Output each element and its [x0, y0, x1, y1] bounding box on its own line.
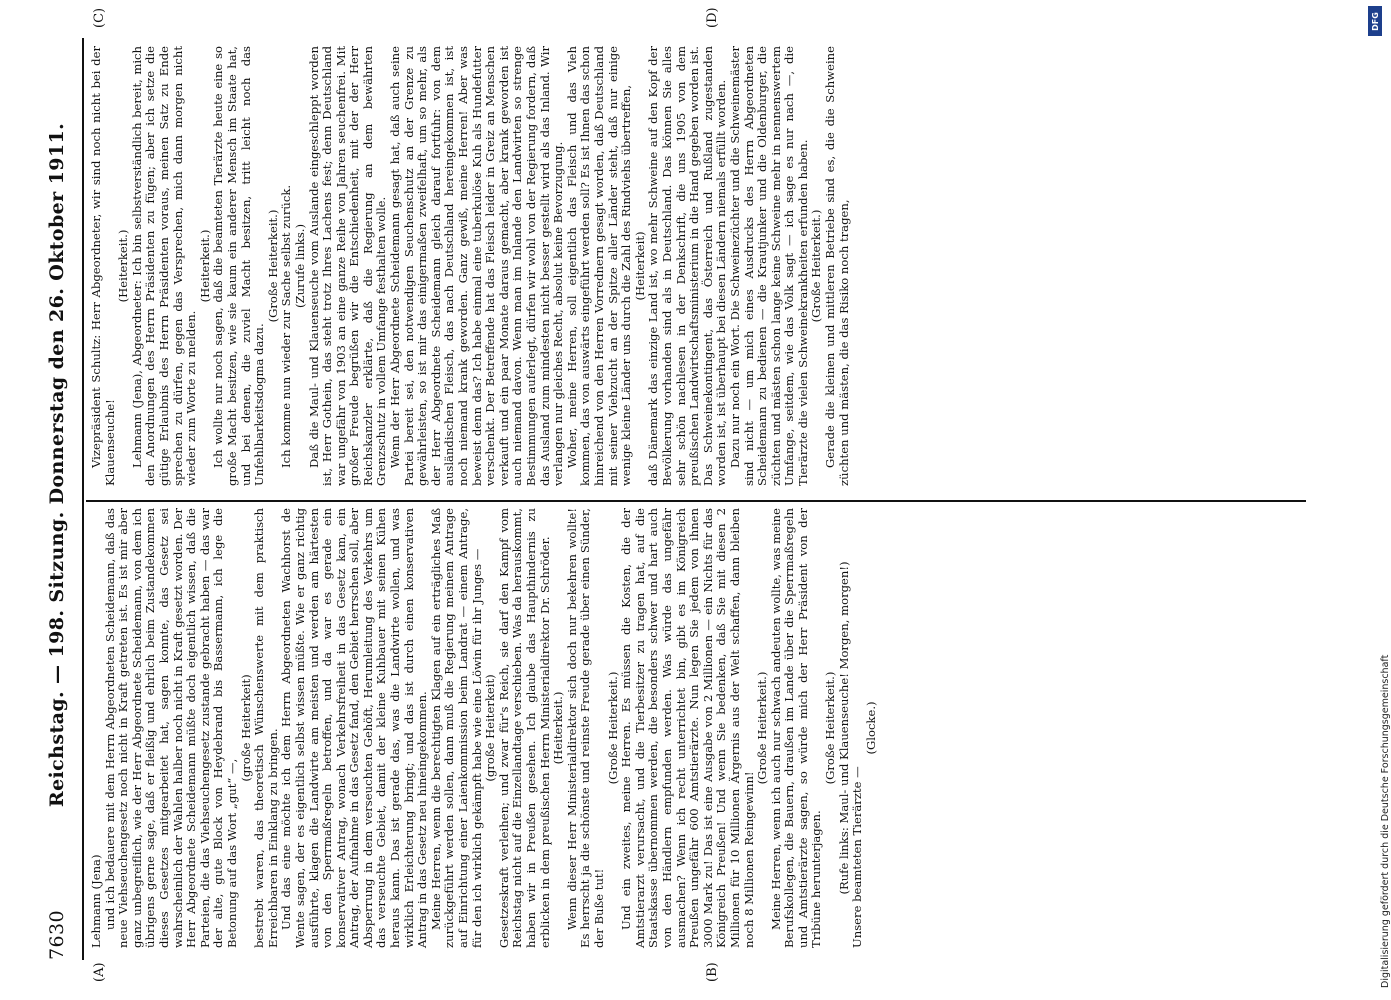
paragraph: Woher, meine Herren, soll eigentlich das Fleisch und das Vieh kommen, das von auswärts eingeführt werden soll? Es ist Ihnen das schon hinreichend von den Herren Vorrednern gesagt worden, daß Deutschland mit seiner Viehzucht an der Spitze aller Länder steht, daß nur einige wenige kleine Länder uns durch die Zahl des Rindviehs übertreffen, — [564, 46, 634, 486]
digitization-note — [1370, 8, 1391, 992]
paragraph: Meine Herren, wenn die berechtigten Klagen auf ein erträgliches Maß zurückgeführt werden sollen, dann muß die Regierung meinem Antrage auf Einrichtung einer Laienkommission beim Landrat — einem Antrage, für den ich wirklich gekämpft habe wie eine Löwin für ihr Junges — — [428, 508, 484, 948]
paragraph: Gesetzeskraft verleihen; und zwar für's Reich, sie darf den Kampf vom Reichstag nicht auf die Einzellandtage verschieben. Was da herauskommt, haben wir in Preußen gesehen. Ich glaube das Haupthindernis zu erblicken in dem preußischen Herrn Ministerialdirektor Dr. Schröder. — [496, 508, 552, 948]
stage-direction: (Heiterkeit) — [632, 231, 647, 301]
margin-mark-a: (A) — [92, 962, 107, 982]
paragraph: Meine Herren, wenn ich auch nur schwach andeuten wollte, was meine Berufskollegen, die Bauern, draußen im Lande über die Sperrmaßregeln und Amtstierärzte sagen, so würde mich der Herr Präsident von der Tribüne herunterjagen. — [768, 508, 824, 948]
paragraph: Ich komme nun wieder zur Sache selbst zurück. — [279, 184, 294, 468]
paragraph: und ich bedauere mit dem Herrn Abgeordneten Scheidemann, daß das neue Viehseuchengesetz noch nicht in Kraft getreten ist. Es ist mir aber ganz unbegreiflich, wie der Herr Abgeordnete Scheidemann, von dem ich übrigens gerne sage, daß er fleißig und ehrlich beim Zustandekommen dieses Gesetzes mitgearbeitet hat, sagen konnte, das Gesetz sei wahrscheinlich der Wahlen halber noch nicht in Kraft gesetzt worden. Der Herr Abgeordnete Scheidemann müßte doch eigentlich wissen, daß die Parteien, die das Viehseuchengesetz zustande gebracht haben — das war der alte, gute Block von Heydebrand bis Bassermann, ich lege die Betonung auf das Wort „gut“ —, — [102, 508, 239, 948]
column-divider — [86, 500, 1306, 502]
left-column — [90, 508, 878, 948]
stage-direction: (Heiterkeit.) — [116, 229, 131, 303]
page-number: 7630 — [46, 910, 68, 960]
paragraph: daß Dänemark das einzige Land ist, wo mehr Schweine auf den Kopf der Bevölkerung vorhanden sind als in Deutschland. Das können Sie alles sehr schön nachlesen in der Denkschrift, die uns 1905 von dem preußischen Landwirtschaftsministerium in die Hand gegeben worden ist. Das Schweinekontingent, das Österreich und Rußland zugestanden worden ist, ist überhaupt bei diesen Ländern niemals erfüllt worden. — [646, 46, 729, 486]
paragraph: Wenn dieser Herr Ministerialdirektor sich doch nur bekehren wollte! Es herrscht ja die schönste und reinste Freude gerade über einen Sünder, der Buße tut! — [564, 508, 606, 948]
paragraph: Und das eine möchte ich dem Herrn Abgeordneten Wachhorst de Wente sagen, der es eigentlich selbst wissen müßte. Wie er ganz richtig ausführte, klagen die Landwirte am meisten und werden am härtesten von den Sperrmaßregeln betroffen, und da war es gerade ein konservativer Antrag, wonach Verkehrsfreiheit in das Gesetz kam, ein Antrag, der Aufnahme in das Gesetz fand, den Gebiet herrschen soll, aber Absperrung in dem verseuchten Gehöft, Herumleitung des Verkehrs um das verseuchte Gebiet, damit der kleine Kuhbauer mit seinen Kühen heraus kann. Das ist gerade das, was die Landwirte wollen, und was wirklich Erleichterung bringt; und das ist durch einen konservativen Antrag in das Gesetz neu hineingekommen. — [279, 508, 430, 948]
stage-direction: (Rufe links: Maul- und Klauenseuche! Morgen, morgen!) — [836, 561, 851, 895]
stage-direction: (Heiterkeit.) — [551, 691, 566, 765]
paragraph: Und ein zweites, meine Herren. Es müssen die Kosten, die der Amtstierarzt verursacht, und die Tierbesitzer zu tragen hat, auf die Staatskasse übernommen werden, die besonders schwer und hart auch von den Händlern empfunden werden. Was würde das ungefähr ausmachen? Wenn ich recht unterrichtet bin, gibt es im Königreich Preußen ungefähr 600 Amtstierärzte. Nun legen Sie jedem von ihnen 3000 Mark zu! Das ist eine Ausgabe von 2 Millionen — ein Nichts für das Königreich Preußen! Und wenn Sie bedenken, daß Sie mit diesen 2 Millionen für 10 Millionen Ärgernis aus der Welt schaffen, dann bleiben noch 8 Millionen Reingewinn! — [619, 508, 756, 948]
stage-direction: (Große Heiterkeit.) — [809, 209, 824, 323]
stage-direction: (Zurufe links.) — [292, 224, 307, 308]
stage-direction: (große Heiterkeit) — [483, 674, 498, 782]
paragraph: Lehmann (Jena), Abgeordneter: Ich bin selbstverständlich bereit, mich den Anordnungen des Herrn Präsidenten zu fügen; aber ich setze die gütige Erlaubnis des Herrn Präsidenten voraus, meinen Satz zu Ende sprechen zu dürfen, gegen das Versprechen, mich dann morgen nicht wieder zum Worte zu melden. — [129, 46, 199, 486]
page-title: Reichstag. — 198. Sitzung. Donnerstag den 26. Oktober 1911. — [46, 122, 68, 808]
stage-direction: (Heiterkeit.) — [197, 229, 212, 303]
stage-direction: (Glocke.) — [863, 701, 878, 755]
paragraph: Unsere beamteten Tierärzte — — [850, 766, 865, 948]
margin-mark-d: (D) — [705, 7, 720, 28]
paragraph: Dazu nur noch ein Wort. Die Schweinezüchter und die Schweinemäster sind nicht — um mich eines Ausdrucks des Herrn Abgeordneten Scheidemann zu bedienen — die Krautjunker und die Oldenburger, die züchten und mästen schon lange keine Schweine mehr in nennenswertem Umfange, seitdem, wie das Volk sagt — ich sage es nur nach —, die Tierärzte die vielen Schweinekrankheiten erfunden haben. — [727, 46, 810, 486]
paragraph: Wenn der Herr Abgeordnete Scheidemann gesagt hat, daß auch seine Partei bereit sei, den notwendigen Seuchenschutz an der Grenze zu gewährleisten, so ist mir das einigermaßen zweifelhaft, um so mehr, als der Herr Abgeordnete Scheidemann gleich darauf fortfuhr: von dem ausländischen Fleisch, das nach Deutschland hereingekommen ist, ist noch niemand krank geworden. Ganz gewiß, meine Herren! Aber was beweist denn das? Ich habe einmal eine tuberkulöse Kuh als Hundefutter verschenkt. Der Betreffende hat das Fleisch leider in Greiz an Menschen verkauft und ein paar Monate daraus gemacht, aber krank geworden ist auch niemand davon. Wenn man im Inlande den Landwirten so strenge Bestimmungen auferlegt, dürfen wir wohl von der Regierung fordern, daß das Ausland zum mindesten nicht besser gestellt wird als das Inland. Wir verlangen nur gleiches Recht, absolut keine Bevorzugung. — [388, 46, 566, 486]
header-rule — [82, 38, 84, 960]
stage-direction: (Große Heiterkeit.) — [755, 671, 770, 785]
stage-direction: (Große Heiterkeit.) — [605, 671, 620, 785]
dfg-logo: DFG — [1368, 6, 1382, 36]
paragraph: Daß die Maul- und Klauenseuche vom Auslande eingeschleppt worden ist, Herr Gothein, das steht trotz Ihres Lachens fest; denn Deutschland war ungefähr von 1903 an eine ganze Reihe von Jahren seuchenfrei. Mit großer Freude begrüßen wir die Entschiedenheit, mit der der Herr Reichskanzler erklärte, daß die Regierung an dem bewährten Grenzschutz in vollem Umfange festhalten wolle. — [306, 46, 389, 486]
speaker-label: Lehmann (Jena) — [89, 854, 103, 948]
stage-direction: (große Heiterkeit) — [238, 674, 253, 782]
right-column — [90, 46, 851, 486]
margin-mark-b: (B) — [705, 962, 720, 982]
stage-direction: (Große Heiterkeit.) — [265, 209, 280, 323]
digitization-note-text: Digitalisierung gefördert durch die Deutsche Forschungsgemeinschaft — [1380, 654, 1391, 988]
paragraph: Gerade die kleinen und mittleren Betriebe sind es, die die Schweine züchten und mästen, die das Risiko noch tragen, — [823, 46, 851, 486]
margin-mark-c: (C) — [92, 7, 107, 28]
stage-direction: (Große Heiterkeit.) — [823, 671, 838, 785]
page-header — [46, 40, 74, 960]
paragraph: Vizepräsident Schultz: Herr Abgeordneter, wir sind noch nicht bei der Klauenseuche! — [89, 46, 117, 486]
paragraph: Ich wollte nur noch sagen, daß die beamteten Tierärzte heute eine so große Macht besitzen, wie sie kaum ein anderer Mensch im Staate hat, und bei denen, die zuviel Macht besitzen, tritt leicht noch das Unfehlbarkeitsdogma dazu. — [211, 46, 267, 486]
paragraph: bestrebt waren, das theoretisch Wünschenswerte mit dem praktisch Erreichbaren in Einklang zu bringen. — [252, 508, 280, 948]
